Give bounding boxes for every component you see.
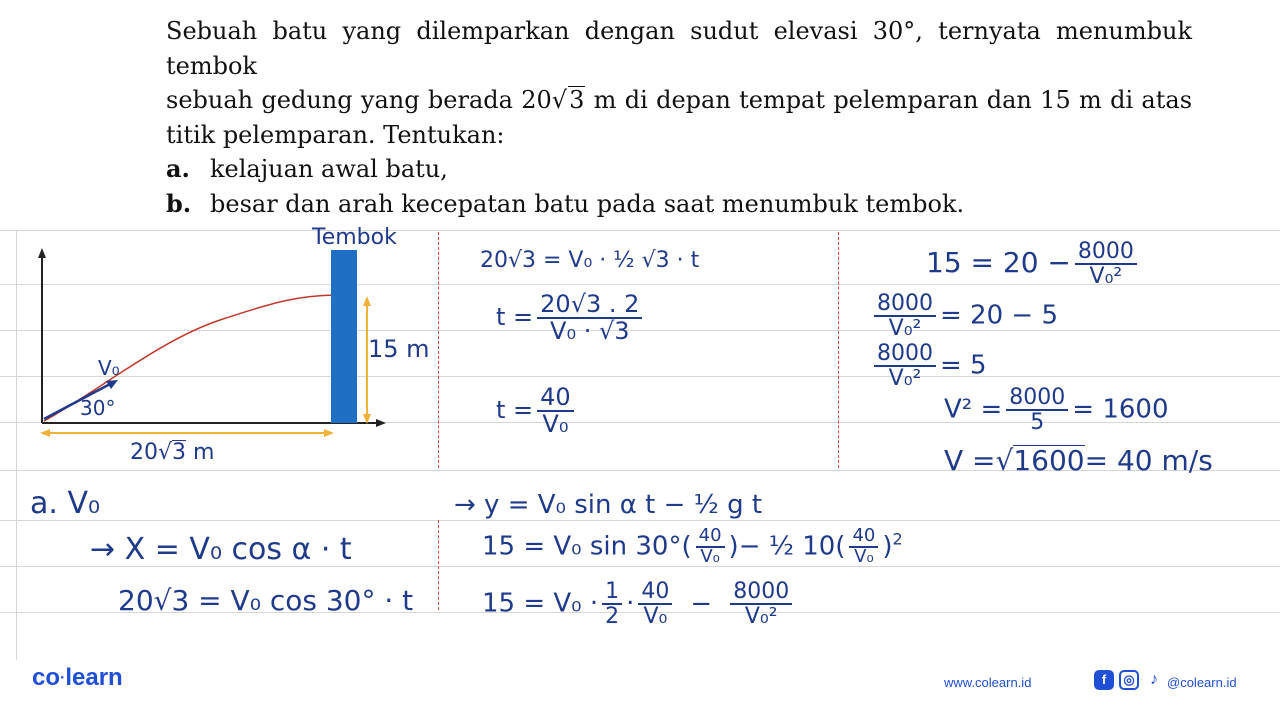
item-a-text: kelajuan awal batu,	[210, 155, 448, 183]
right-step-3	[870, 342, 987, 390]
fraction-numerator: 40	[537, 385, 574, 412]
fraction	[638, 580, 672, 628]
paren-open: (	[835, 531, 846, 562]
minus-sign: −	[690, 588, 713, 619]
sqrt-symbol: √	[158, 440, 173, 465]
wall	[331, 250, 357, 423]
problem-line-2-root: 3	[569, 86, 585, 114]
equation-left: 15 = V₀ ·	[482, 588, 599, 619]
fraction-denominator: V₀	[643, 604, 668, 630]
logo-dot: ·	[60, 669, 66, 687]
fraction	[1075, 240, 1137, 288]
fraction-numerator: 8000	[874, 342, 936, 367]
wall-label: Tembok	[312, 225, 397, 250]
problem-line-2	[166, 83, 1192, 118]
answer-a-step-1: → X = V₀ cos α · t	[90, 532, 352, 567]
fraction-denominator: V₀	[542, 410, 569, 439]
dot-operator: ·	[626, 588, 635, 619]
answer-a-step-2: 20√3 = V₀ cos 30° · t	[118, 584, 414, 617]
fraction-denominator: V₀ · √3	[550, 317, 630, 346]
sqrt-symbol: √	[995, 444, 1014, 477]
paren-open: (	[681, 531, 692, 562]
distance-arrowhead-left	[40, 429, 50, 437]
fraction-denominator: V₀²	[888, 316, 922, 342]
fraction	[874, 342, 936, 390]
column-divider	[838, 232, 839, 468]
sqrt-radicand: 1600	[1013, 444, 1085, 477]
fraction-numerator: 20√3 . 2	[537, 292, 642, 319]
fraction-denominator: V₀	[700, 545, 720, 567]
item-b-text: besar dan arah kecepatan batu pada saat menumbuk tembok.	[210, 189, 965, 218]
fraction-denominator: V₀²	[744, 604, 778, 630]
colearn-logo[interactable]	[32, 664, 123, 692]
item-b-label: b.	[166, 188, 192, 218]
column-divider	[438, 520, 439, 610]
exponent: 2	[892, 529, 903, 549]
right-step-2	[870, 292, 1058, 340]
y-axis-arrowhead	[38, 248, 46, 258]
fraction-numerator: 8000	[1075, 240, 1137, 265]
problem-line-2-start: sebuah gedung yang berada 20	[166, 86, 552, 114]
work-step-2	[496, 292, 646, 344]
distance-root: 3	[172, 440, 187, 465]
right-step-1	[926, 240, 1141, 288]
logo-text-left: co	[32, 664, 61, 691]
answer-b-step-1: → y = V₀ sin α t − ½ g t	[454, 490, 763, 520]
tiktok-icon[interactable]: ♪	[1150, 671, 1158, 688]
fraction-denominator: 2	[605, 604, 620, 630]
equation-right: = 40 m/s	[1084, 444, 1213, 477]
paren-close: )	[728, 531, 739, 562]
item-b	[166, 187, 1192, 222]
answer-a-label: a. V₀	[30, 486, 101, 521]
fraction-numerator: 8000	[1006, 386, 1068, 411]
fraction-numerator: 40	[638, 580, 672, 605]
fraction	[537, 292, 642, 344]
fraction-numerator: 40	[849, 527, 878, 548]
fraction-numerator: 8000	[874, 292, 936, 317]
velocity-label: V₀	[98, 356, 120, 380]
distance-number: 20	[130, 440, 158, 465]
item-a	[166, 152, 1192, 187]
distance-unit: m	[186, 440, 215, 465]
sqrt-symbol: √	[551, 86, 568, 114]
t-label: t =	[496, 303, 534, 332]
fraction-numerator: 1	[602, 580, 622, 605]
fraction-denominator: 5	[1030, 410, 1045, 436]
equation-left: V² =	[944, 394, 1003, 425]
answer-b-step-2	[482, 527, 903, 567]
problem-line-2-end: m di depan tempat pelemparan dan 15 m di atas	[585, 86, 1193, 114]
distance-arrowhead-right	[324, 429, 334, 437]
work-step-3	[496, 385, 578, 437]
fraction	[696, 527, 725, 567]
x-axis-arrowhead	[376, 419, 386, 427]
fraction	[537, 385, 574, 437]
right-step-4	[944, 386, 1168, 434]
t-label: t =	[496, 396, 534, 425]
paren-close: )	[882, 531, 893, 562]
fraction-denominator: V₀²	[888, 366, 922, 392]
problem-line-3: titik pelemparan. Tentukan:	[166, 120, 505, 149]
fraction	[1006, 386, 1068, 434]
equation-right: = 20 − 5	[940, 300, 1058, 331]
equation-right: = 1600	[1072, 394, 1169, 425]
rule-line	[0, 520, 1280, 521]
answer-b-step-3	[482, 580, 796, 628]
fraction	[602, 580, 622, 628]
website-link[interactable]: www.colearn.id	[944, 675, 1032, 690]
angle-label: 30°	[80, 396, 116, 420]
right-step-5	[944, 444, 1213, 477]
instagram-icon[interactable]: ◎	[1119, 670, 1139, 690]
equation-left: 15 = V₀ sin 30°	[482, 531, 682, 562]
fraction-numerator: 40	[696, 527, 725, 548]
fraction	[874, 292, 936, 340]
fraction-numerator: 8000	[730, 580, 792, 605]
facebook-icon[interactable]: f	[1094, 670, 1114, 690]
problem-statement	[166, 14, 1192, 221]
logo-text-right: learn	[65, 664, 123, 691]
fraction-denominator: V₀²	[1089, 264, 1123, 290]
social-handle[interactable]: @colearn.id	[1167, 675, 1237, 690]
equation-left: 15 = 20 −	[926, 246, 1071, 280]
height-arrowhead-top	[363, 296, 371, 306]
fraction-denominator: V₀	[854, 545, 874, 567]
item-a-label: a.	[166, 154, 190, 183]
fraction	[730, 580, 792, 628]
problem-line-1: Sebuah batu yang dilemparkan dengan sudut elevasi 30°, ternyata menumbuk tembok	[166, 17, 1192, 80]
distance-label	[130, 440, 214, 465]
equation-middle: − ½ 10	[738, 531, 836, 562]
height-label: 15 m	[368, 335, 430, 363]
work-step-1: 20√3 = V₀ · ½ √3 · t	[480, 248, 700, 273]
equation-left: V =	[944, 444, 996, 477]
equation-right: = 5	[940, 350, 987, 381]
fraction	[849, 527, 878, 567]
